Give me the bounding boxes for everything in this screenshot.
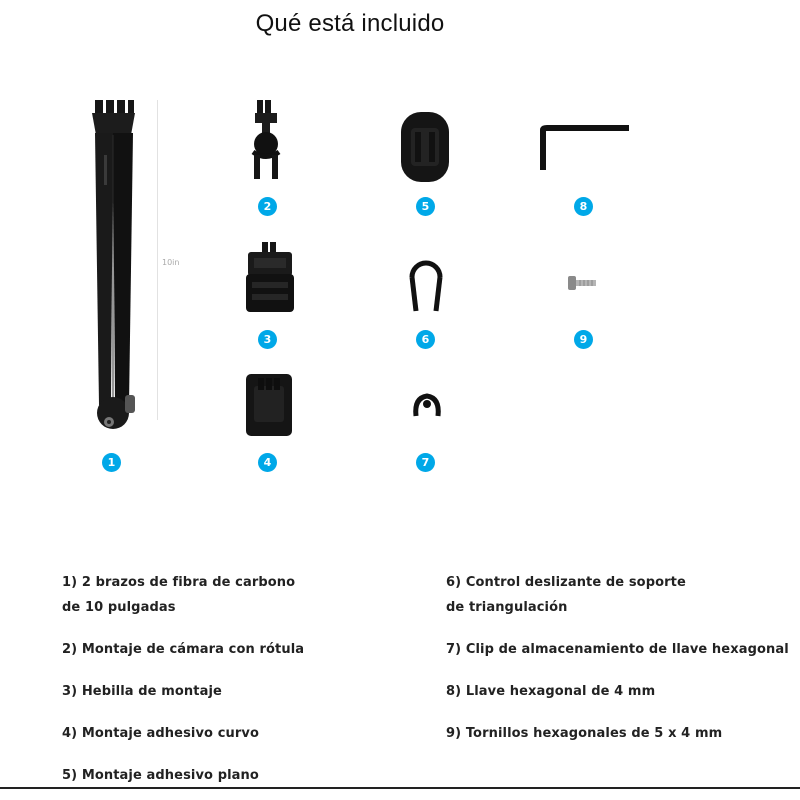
hex-key-clip-image (410, 390, 444, 422)
list-item-3: 3) Hebilla de montaje (62, 684, 222, 699)
dimension-line (157, 100, 158, 420)
badge-3: 3 (258, 330, 277, 349)
list-item-2: 2) Montaje de cámara con rótula (62, 642, 305, 657)
list-item-5: 5) Montaje adhesivo plano (62, 768, 259, 783)
flat-adhesive-mount-image (399, 110, 451, 184)
hex-screw-image (564, 274, 600, 292)
list-item-7: 7) Clip de almacenamiento de llave hexagonal (446, 642, 789, 657)
badge-7: 7 (416, 453, 435, 472)
triangulation-slider-image (406, 255, 446, 315)
list-item-8: 8) Llave hexagonal de 4 mm (446, 684, 656, 699)
list-item-9: 9) Tornillos hexagonales de 5 x 4 mm (446, 726, 723, 741)
badge-6: 6 (416, 330, 435, 349)
ball-joint-mount-image (245, 97, 289, 185)
bottom-rule (0, 787, 800, 789)
badge-2: 2 (258, 197, 277, 216)
carbon-fiber-arms-image (75, 95, 155, 440)
page-title: Qué está incluido (255, 10, 445, 37)
list-item-4: 4) Montaje adhesivo curvo (62, 726, 259, 741)
list-item-1: 1) 2 brazos de fibra de carbono de 10 pulgadas (62, 575, 296, 615)
badge-9: 9 (574, 330, 593, 349)
hex-wrench-image (533, 122, 633, 174)
dimension-label: 10in (162, 258, 180, 267)
badge-5: 5 (416, 197, 435, 216)
badge-4: 4 (258, 453, 277, 472)
badge-8: 8 (574, 197, 593, 216)
list-item-6: 6) Control deslizante de soporte de triangulación (446, 575, 686, 615)
curved-adhesive-mount-image (244, 372, 294, 438)
badge-1: 1 (102, 453, 121, 472)
mounting-buckle-image (244, 240, 296, 316)
